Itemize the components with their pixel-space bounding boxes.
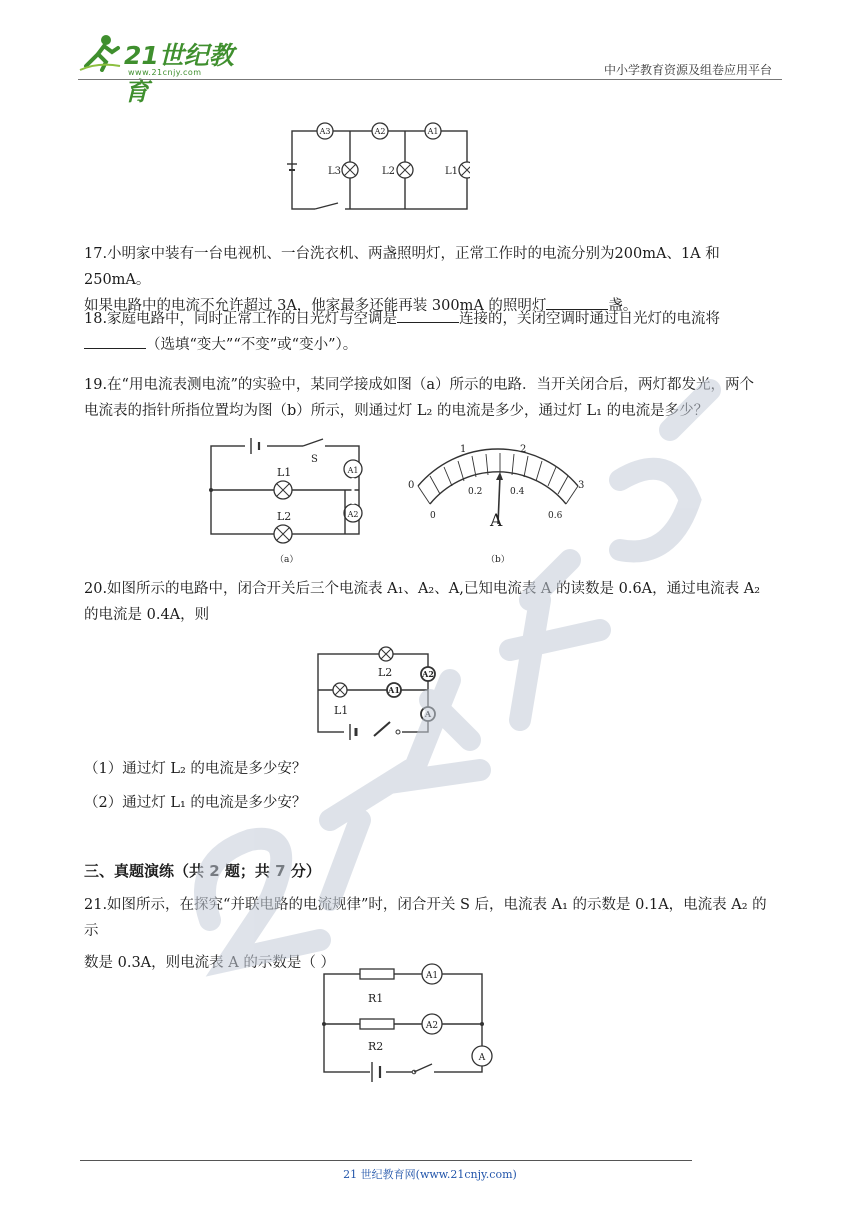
- figure-three-lamps: [280, 116, 470, 216]
- logo-url: www.21cnjy.com: [128, 68, 202, 77]
- question-19: [84, 372, 780, 424]
- lamp-l1-icon: [459, 162, 470, 178]
- question-20-subquestions: [84, 756, 780, 816]
- lamp-l2-label: L2: [378, 666, 393, 679]
- dial-small-tick-2: 0.4: [510, 487, 525, 497]
- question-18: [84, 306, 780, 358]
- figure-20-circuit: [310, 644, 450, 744]
- q17-line2: 如果电路中的电流不允许超过 3A，他家最多还能再装 300mA 的照明灯 盏。: [84, 293, 780, 319]
- figure-19b-ammeter-dial: [400, 436, 590, 566]
- header-divider: [78, 79, 782, 80]
- meter-a-label: A: [478, 1053, 486, 1063]
- lamp-l2-label: L2: [277, 510, 292, 523]
- meter-a1-label: A1: [425, 971, 439, 981]
- q18-answer-blank-2[interactable]: [84, 334, 146, 349]
- q18-line2: （选填“变大”“不变”或“变小”）。: [84, 332, 780, 358]
- lamp-l1-label: L1: [445, 166, 459, 177]
- switch-s-label: S: [311, 454, 318, 465]
- figure-21-circuit: [316, 962, 496, 1082]
- lamp-l2-label: L2: [382, 166, 396, 177]
- runner-logo-icon: [78, 32, 122, 72]
- lamp-l1-icon: [274, 481, 292, 499]
- section-title: 三、真题演练（共 2 题；共 7 分）: [84, 862, 321, 880]
- figure-a-caption: （a）: [275, 555, 299, 565]
- resistor-r1-label: R1: [368, 992, 384, 1005]
- site-logo: [78, 30, 258, 106]
- meter-a2-label: A2: [425, 1021, 439, 1031]
- q20-line1: 20.如图所示的电路中，闭合开关后三个电流表 A₁、A₂、A,已知电流表 A 的读数是 0.6A，通过电流表 A₂: [84, 581, 761, 597]
- dial-big-tick-2: 2: [520, 444, 527, 455]
- lamp-l3-label: L3: [328, 166, 342, 177]
- meter-a2-label: A2: [422, 669, 434, 679]
- q18-line1: 18.家庭电路中，同时正常工作的日光灯与空调是 连接的，关闭空调时通过日光灯的电流将: [84, 306, 780, 332]
- lamp-l1-label: L1: [277, 466, 292, 479]
- header-platform-text: 中小学教育资源及组卷应用平台: [603, 63, 772, 77]
- q18-answer-blank-1[interactable]: [397, 308, 459, 323]
- resistor-r1-icon: [360, 969, 394, 979]
- dial-small-tick-1: 0.2: [468, 487, 483, 497]
- logo-text: 21世纪教育: [124, 41, 234, 106]
- q19-line1: 19.在“用电流表测电流”的实验中，某同学接成如图（a）所示的电路．当开关闭合后，两灯都发光，两个: [84, 377, 755, 393]
- meter-a2-label: A2: [347, 510, 359, 519]
- resistor-r2-label: R2: [368, 1040, 384, 1053]
- lamp-l2-icon: [397, 162, 413, 178]
- lamp-l2-icon: [379, 647, 393, 661]
- dial-big-tick-0: 0: [408, 480, 415, 491]
- meter-a1-label: A1: [388, 685, 400, 695]
- q21-line2: 数是 0.3A，则电流表 A 的示数是（ ）: [84, 955, 335, 971]
- dial-small-tick-3: 0.6: [548, 511, 563, 521]
- dial-big-tick-3: 3: [578, 480, 585, 491]
- meter-a1-label: A1: [347, 466, 359, 475]
- q19-line2: 电流表的指针所指位置均为图（b）所示，则通过灯 L₂ 的电流是多少，通过灯 L₁ 的电流是多少？: [84, 403, 709, 419]
- q20-sub1: （1）通过灯 L₂ 的电流是多少安？: [84, 761, 307, 777]
- meter-a2-label: A2: [374, 127, 386, 136]
- resistor-r2-icon: [360, 1019, 394, 1029]
- q20-line2: 的电流是 0.4A，则: [84, 607, 210, 623]
- meter-a-label: A: [424, 709, 432, 719]
- footer-divider: [80, 1160, 692, 1161]
- meter-a1-label: A1: [427, 127, 439, 136]
- lamp-l1-icon: [333, 683, 347, 697]
- dial-small-tick-0: 0: [430, 511, 436, 521]
- q17-line1: 17.小明家中装有一台电视机、一台洗衣机、两盏照明灯，正常工作时的电流分别为200mA、1A 和 250mA。: [84, 246, 720, 288]
- figure-19a-circuit: [205, 436, 375, 566]
- q20-sub2: （2）通过灯 L₁ 的电流是多少安？: [84, 795, 307, 811]
- meter-a3-label: A3: [319, 127, 331, 136]
- footer-text: 21 世纪教育网(www.21cnjy.com): [343, 1168, 517, 1181]
- lamp-l2-icon: [274, 525, 292, 543]
- lamp-l1-label: L1: [334, 704, 349, 717]
- dial-unit-label: A: [490, 511, 503, 531]
- figure-b-caption: （b）: [486, 555, 510, 565]
- q21-line1: 21.如图所示，在探究“并联电路的电流规律”时，闭合开关 S 后，电流表 A₁ 的示数是 0.1A，电流表 A₂ 的示: [84, 897, 767, 939]
- question-20: [84, 576, 780, 628]
- lamp-l3-icon: [342, 162, 358, 178]
- dial-big-tick-1: 1: [460, 444, 467, 455]
